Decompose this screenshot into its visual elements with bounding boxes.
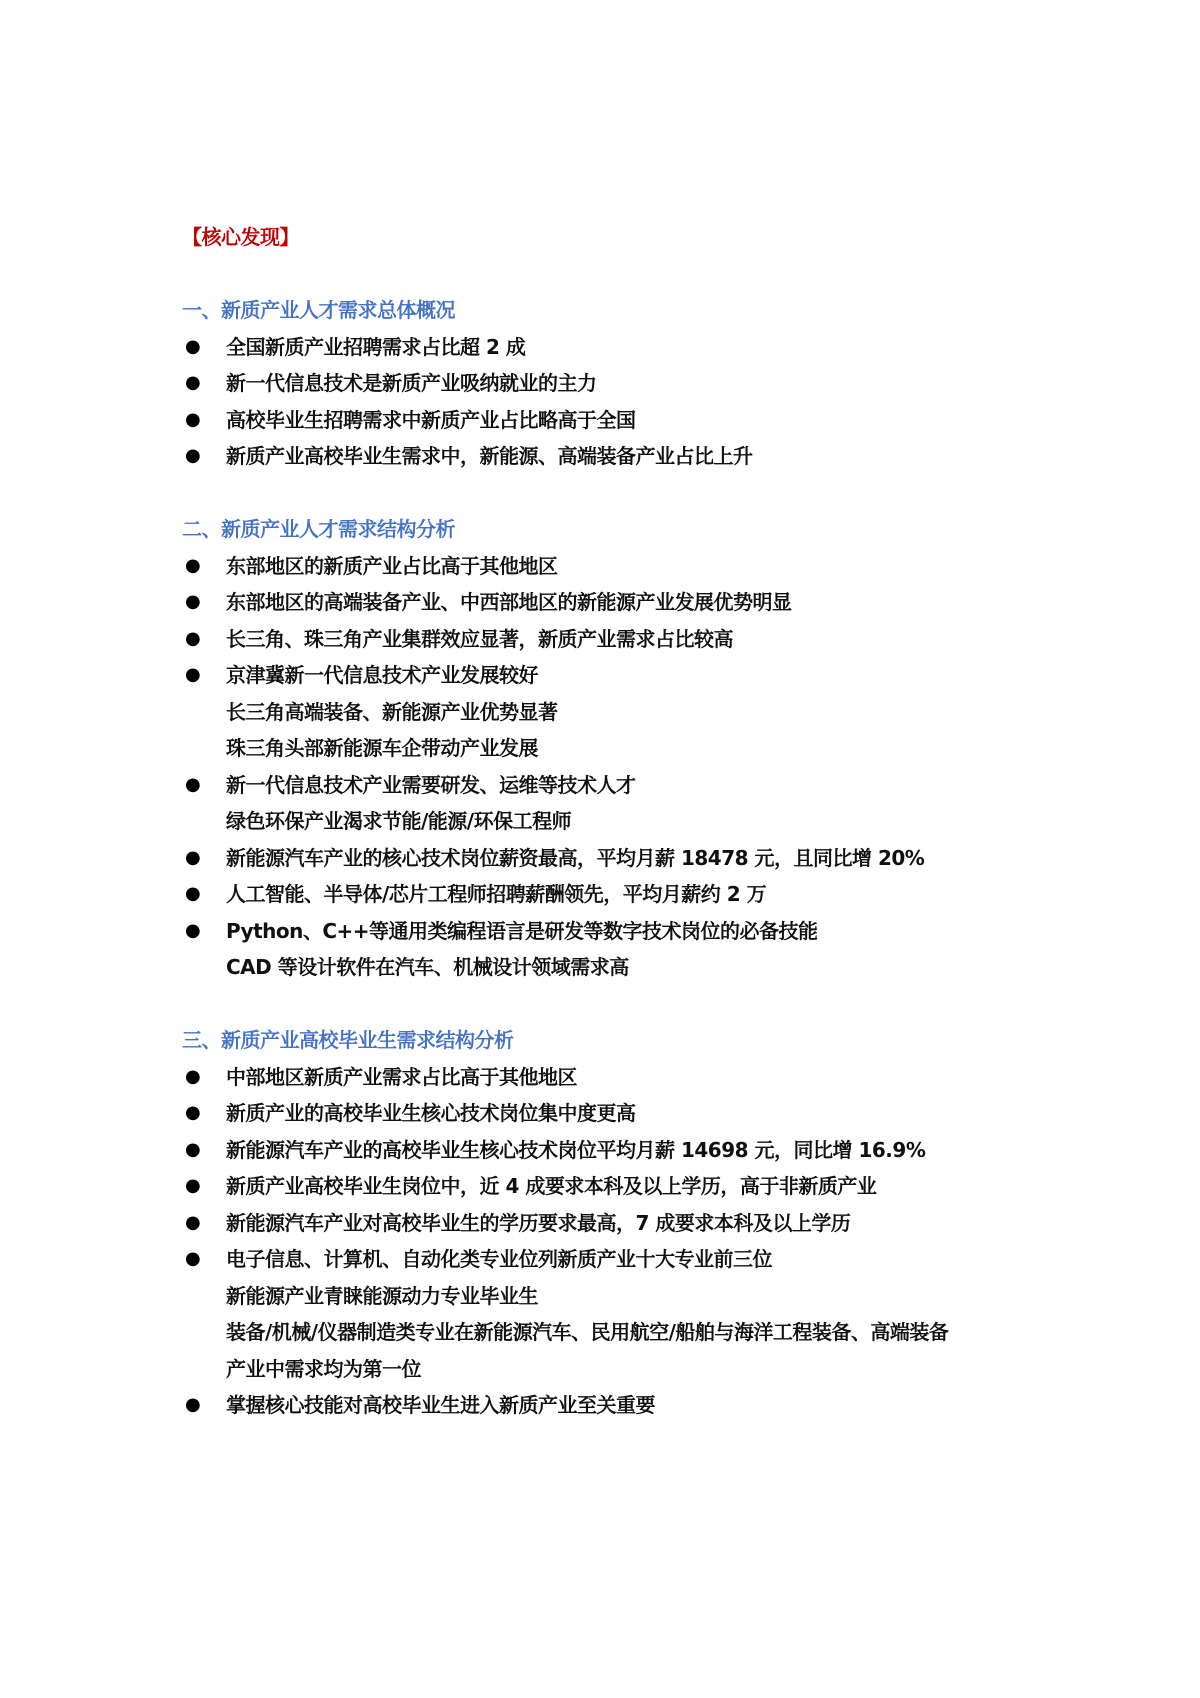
bullet-icon: ● (185, 1138, 201, 1160)
bullet-item (182, 1387, 1062, 1424)
bullet-icon: ● (185, 1394, 201, 1415)
document-body (182, 219, 1062, 1424)
item-text: 装备/机械/仪器制造类专业在新能源汽车、民用航空/船舶与海洋工程装备、高端装备 (226, 1320, 949, 1344)
item-text: 新质产业高校毕业生需求中，新能源、高端装备产业占比上升 (226, 444, 753, 468)
item-text: 新质产业的高校毕业生核心技术岗位集中度更高 (226, 1101, 636, 1125)
bullet-item (182, 840, 1062, 877)
bullet-continuation (182, 694, 1062, 731)
bullet-icon: ● (185, 1102, 201, 1123)
item-text: 新一代信息技术是新质产业吸纳就业的主力 (226, 371, 597, 395)
bullet-item (182, 913, 1062, 950)
bullet-icon: ● (185, 1065, 201, 1087)
bullet-item (182, 365, 1062, 402)
bullet-item (182, 548, 1062, 585)
item-text: 人工智能、半导体/芯片工程师招聘薪酬领先，平均月薪约 2 万 (226, 882, 767, 906)
item-text: Python、C++等通用类编程语言是研发等数字技术岗位的必备技能 (226, 918, 818, 943)
bullet-icon: ● (185, 919, 201, 941)
bullet-continuation (182, 949, 1062, 986)
sections (182, 256, 1062, 1424)
bullet-item (182, 584, 1062, 621)
bullet-item (182, 1168, 1062, 1205)
bullet-icon: ● (185, 1211, 201, 1233)
spacer (182, 256, 1062, 293)
bullet-item (182, 1132, 1062, 1169)
bullet-continuation (182, 1351, 1062, 1388)
item-text: 长三角、珠三角产业集群效应显著，新质产业需求占比较高 (226, 626, 733, 651)
bullet-item (182, 1095, 1062, 1132)
item-text: 新能源产业青睐能源动力专业毕业生 (226, 1283, 538, 1308)
item-text: 东部地区的新质产业占比高于其他地区 (226, 553, 558, 578)
bullet-icon: ● (185, 554, 201, 576)
bullet-icon: ● (185, 445, 201, 466)
item-text: 长三角高端装备、新能源产业优势显著 (226, 699, 558, 724)
section-heading: 一、新质产业人才需求总体概况 (182, 298, 455, 322)
bullet-icon: ● (185, 1175, 201, 1196)
item-text: 电子信息、计算机、自动化类专业位列新质产业十大专业前三位 (226, 1247, 772, 1271)
bullet-item (182, 1241, 1062, 1278)
item-text: 新质产业高校毕业生岗位中，近 4 成要求本科及以上学历，高于非新质产业 (226, 1174, 877, 1198)
bullet-icon: ● (185, 372, 201, 393)
bullet-icon: ● (185, 591, 201, 612)
item-text: 京津冀新一代信息技术产业发展较好 (226, 663, 538, 687)
item-text: 掌握核心技能对高校毕业生进入新质产业至关重要 (226, 1393, 655, 1417)
item-text: 高校毕业生招聘需求中新质产业占比略高于全国 (226, 407, 636, 432)
item-text: 东部地区的高端装备产业、中西部地区的新能源产业发展优势明显 (226, 590, 792, 614)
bullet-icon: ● (185, 627, 201, 649)
bullet-item (182, 657, 1062, 694)
item-text: 新能源汽车产业对高校毕业生的学历要求最高，7 成要求本科及以上学历 (226, 1210, 851, 1235)
bullet-icon: ● (185, 773, 201, 795)
item-text: 中部地区新质产业需求占比高于其他地区 (226, 1064, 577, 1089)
bullet-item (182, 329, 1062, 366)
bullet-item (182, 621, 1062, 658)
bullet-item (182, 438, 1062, 475)
bullet-item (182, 876, 1062, 913)
spacer (182, 986, 1062, 1023)
bullet-icon: ● (185, 846, 201, 868)
spacer (182, 475, 1062, 512)
bullet-item (182, 1059, 1062, 1096)
item-text: CAD 等设计软件在汽车、机械设计领域需求高 (226, 955, 629, 979)
bullet-icon: ● (185, 664, 201, 685)
bullet-item (182, 1205, 1062, 1242)
bullet-icon: ● (185, 883, 201, 904)
item-text: 全国新质产业招聘需求占比超 2 成 (226, 334, 526, 359)
bullet-item (182, 402, 1062, 439)
item-text: 新能源汽车产业的高校毕业生核心技术岗位平均月薪 14698 元，同比增 16.9% (226, 1137, 926, 1162)
section-heading: 二、新质产业人才需求结构分析 (182, 517, 455, 541)
bullet-item (182, 767, 1062, 804)
bullet-icon: ● (185, 408, 201, 430)
section-heading: 三、新质产业高校毕业生需求结构分析 (182, 1028, 514, 1052)
bullet-continuation (182, 1314, 1062, 1351)
bullet-icon: ● (185, 1248, 201, 1269)
bullet-continuation (182, 1278, 1062, 1315)
bullet-continuation (182, 730, 1062, 767)
item-text: 新能源汽车产业的核心技术岗位薪资最高，平均月薪 18478 元，且同比增 20% (226, 845, 925, 870)
item-text: 产业中需求均为第一位 (226, 1356, 421, 1381)
item-text: 新一代信息技术产业需要研发、运维等技术人才 (226, 772, 636, 797)
item-text: 珠三角头部新能源车企带动产业发展 (226, 736, 538, 760)
bullet-icon: ● (185, 335, 201, 357)
item-text: 绿色环保产业渴求节能/能源/环保工程师 (226, 809, 572, 833)
bullet-continuation (182, 803, 1062, 840)
document-title: 【核心发现】 (182, 225, 299, 249)
